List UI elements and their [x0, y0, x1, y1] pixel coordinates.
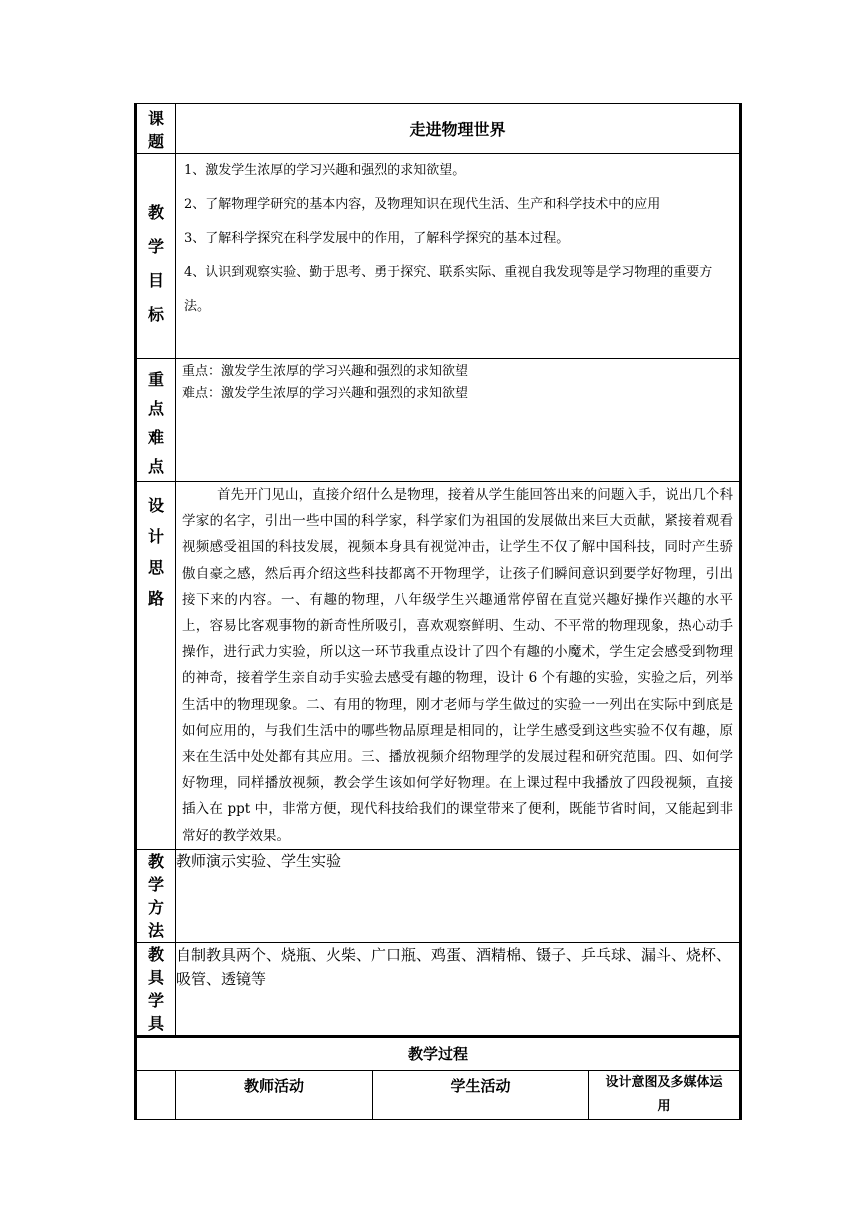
tools-label: 教 具 学 具 [136, 942, 176, 1036]
goals-list [176, 154, 741, 359]
methods-text: 教师演示实验、学生实验 [176, 849, 741, 942]
design-label: 设 计 思 路 [136, 482, 176, 850]
topic-label: 课 题 [136, 104, 176, 154]
goal-item: 3、了解科学探究在科学发展中的作用，了解科学探究的基本过程。 [184, 231, 570, 246]
keypoints-cell [176, 359, 741, 482]
col-teacher-activity: 教师活动 [176, 1070, 373, 1119]
col-student-activity: 学生活动 [373, 1070, 589, 1119]
goal-item: 1、激发学生浓厚的学习兴趣和强烈的求知欲望。 [184, 163, 466, 178]
keypoints-label: 重 点 难 点 [136, 359, 176, 482]
goal-item: 4、认识到观察实验、勤于思考、勇于探究、联系实际、重视自我发现等是学习物理的重要方法。 [184, 265, 713, 314]
col-design-intent: 设计意图及多媒体运用 [589, 1070, 741, 1119]
difficulty-text: 难点：激发学生浓厚的学习兴趣和强烈的求知欲望 [182, 386, 469, 401]
topic-title: 走进物理世界 [176, 104, 741, 154]
process-blank-cell [136, 1070, 176, 1119]
methods-label: 教 学 方 法 [136, 849, 176, 942]
design-text: 首先开门见山，直接介绍什么是物理，接着从学生能回答出来的问题入手，说出几个科学家的名字，引出一些中国的科学家，科学家们为祖国的发展做出来巨大贡献，紧接着观看视频感受祖国的科技发展，视频本身具有视觉冲击，让学生不仅了解中国科技，同时产生骄傲自豪之感，然后再介绍这些科技都离不开物理学，让孩子们瞬间意识到要学好物理，引出接下来的内容。一、有趣的物理，八年级学生兴趣通常停留在直觉兴趣好操作兴趣的水平上，容易比客观事物的新奇性所吸引，喜欢观察鲜明、生动、不平常的物理现象，热心动手操作，进行武力实验，所以这一环节我重点设计了四个有趣的小魔术，学生定会感受到物理的神奇，接着学生亲自动手实验去感受有趣的物理，设计 6 个有趣的实验，实验之后，列举生活中的物理现象。二、有用的物理，刚才老师与学生做过的实验一一列出在实际中到底是如何应用的，与我们生活中的哪些物品原理是相同的，让学生感受到这些实验不仅有趣，原来在生活中处处都有其应用。三、播放视频介绍物理学的发展过程和研究范围。四、如何学好物理，同样播放视频，教会学生该如何学好物理。在上课过程中我播放了四段视频，直接插入在 ppt 中，非常方便，现代科技给我们的课堂带来了便利，既能节省时间，又能起到非常好的教学效果。 [182, 487, 734, 844]
goals-label: 教 学 目 标 [136, 154, 176, 359]
process-title: 教学过程 [136, 1036, 741, 1070]
design-cell [176, 482, 741, 850]
goal-item: 2、了解物理学研究的基本内容，及物理知识在现代生活、生产和科学技术中的应用 [184, 197, 661, 212]
keypoint-text: 重点：激发学生浓厚的学习兴趣和强烈的求知欲望 [182, 364, 469, 379]
lesson-plan-table [134, 103, 742, 1120]
tools-text: 自制教具两个、烧瓶、火柴、广口瓶、鸡蛋、酒精棉、镊子、乒乓球、漏斗、烧杯、吸管、透镜等 [176, 942, 741, 1036]
